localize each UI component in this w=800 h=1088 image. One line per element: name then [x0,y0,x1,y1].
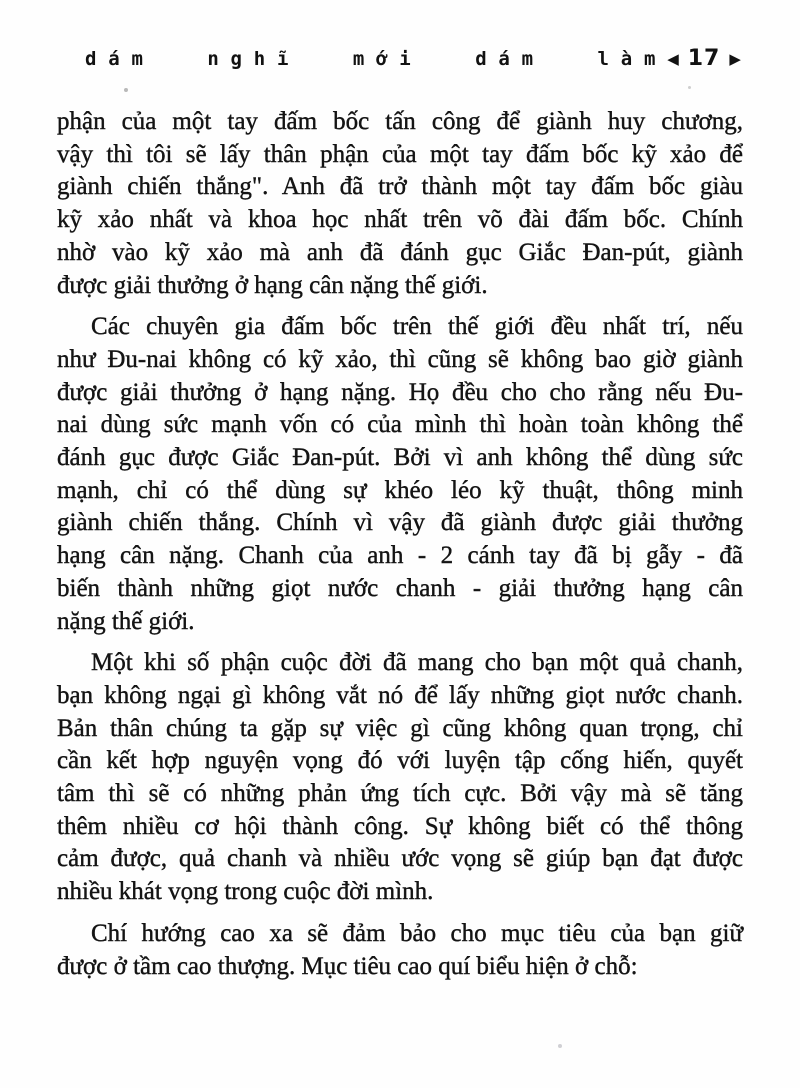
text-line: phận của một tay đấm bốc tấn công để giành huy chương, [57,108,743,135]
text-line: đánh gục được Giắc Đan-pút. Bởi vì anh không thể dùng sức [57,444,743,472]
paragraph [57,918,743,983]
text-line: giành chiến thắng. Chính vì vậy đã giành được giải thưởng [57,509,743,537]
text-line: biến thành những giọt nước chanh - giải thưởng hạng cân [57,574,743,602]
text-line: tâm thì sẽ có những phản ứng tích cực. Bởi vậy mà sẽ tăng [57,780,743,808]
text-line: như Đu-nai không có kỹ xảo, thì cũng sẽ không bao giờ giành [57,345,743,373]
scan-speck [558,1044,562,1048]
text-line: nhờ vào kỹ xảo mà anh đã đánh gục Giắc Đan-pút, giành [57,238,743,266]
page-number: 17 [687,46,721,71]
text-column [57,106,743,992]
text-line: được giải thưởng ở hạng cân nặng thế giới. [57,271,488,299]
running-header [85,42,741,76]
scan-speck [124,88,128,92]
text-line: bạn không ngại gì không vắt nó để lấy những giọt nước chanh. [57,681,743,709]
text-line: cần kết hợp nguyện vọng đó với luyện tập cống hiến, quyết [57,747,743,775]
text-line: được ở tầm cao thượng. Mục tiêu cao quí biểu hiện ở chỗ: [57,952,638,980]
scan-speck [688,86,691,89]
text-line: Bản thân chúng ta gặp sự việc gì cũng không quan trọng, chỉ [57,714,743,742]
left-triangle-icon: ◀ [667,49,679,68]
paragraph [57,106,743,302]
text-line: mạnh, chỉ có thể dùng sự khéo léo kỹ thuật, thông minh [57,476,743,504]
text-line: nặng thế giới. [57,607,195,635]
text-line: Một khi số phận cuộc đời đã mang cho bạn một quả chanh, [91,649,743,677]
text-line: vậy thì tôi sẽ lấy thân phận của một tay đấm bốc kỹ xảo để [57,140,743,168]
text-line: thêm nhiều cơ hội thành công. Sự không biết có thể thông [57,812,743,840]
text-line: được giải thưởng ở hạng nặng. Họ đều cho cho rằng nếu Đu- [57,378,743,406]
text-line: Chí hướng cao xa sẽ đảm bảo cho mục tiêu của bạn giữ [91,919,743,947]
text-line: nai dùng sức mạnh vốn có của mình thì hoàn toàn không thể [57,411,743,439]
text-line: kỹ xảo nhất và khoa học nhất trên võ đài đấm bốc. Chính [57,206,743,234]
right-triangle-icon: ▶ [729,49,741,68]
text-line: giành chiến thắng". Anh đã trở thành một tay đấm bốc giàu [57,173,743,201]
running-header-title: dám nghĩ mới dám làm [85,48,668,70]
paragraph [57,311,743,638]
text-line: cảm được, quả chanh và nhiều ước vọng sẽ giúp bạn đạt được [57,845,743,873]
text-line: Các chuyên gia đấm bốc trên thế giới đều nhất trí, nếu [91,313,743,341]
page-number-marker [667,48,741,70]
text-line: nhiều khát vọng trong cuộc đời mình. [57,878,434,906]
paragraph [57,647,743,909]
text-line: hạng cân nặng. Chanh của anh - 2 cánh tay đã bị gẫy - đã [57,542,743,570]
